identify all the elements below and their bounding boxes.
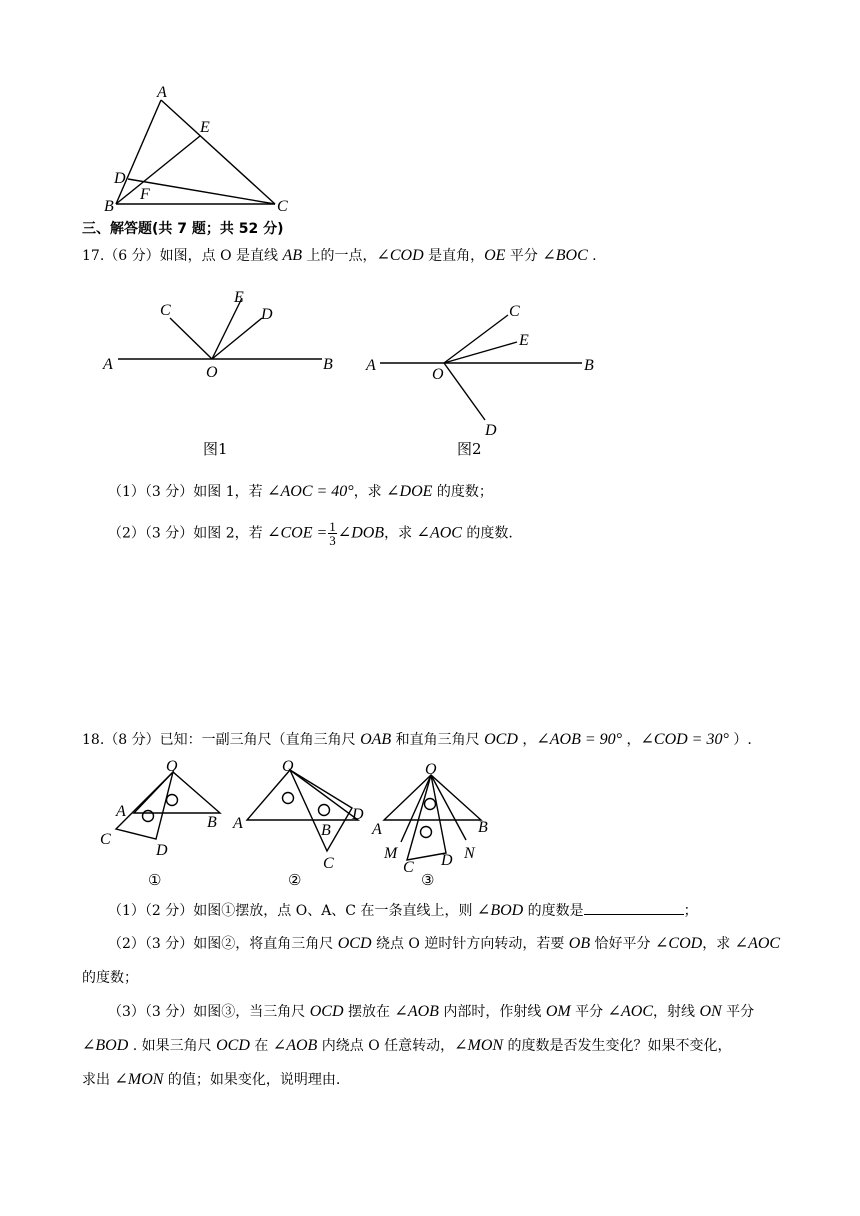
fraction-one-third: $\frac{1}{3}$ <box>329 519 336 548</box>
label-D: D <box>114 170 126 187</box>
svg-text:B: B <box>323 356 333 373</box>
q18-caption-3: ③ <box>421 871 435 889</box>
svg-text:C: C <box>100 831 111 848</box>
label-B: B <box>104 198 114 215</box>
q18-figure-3 <box>368 758 503 876</box>
q18-caption-1: ① <box>148 871 162 889</box>
q18-part3-line2: ∠BOD . 如果三角尺 OCD 在 ∠AOB 内绕点 O 任意转动，∠MON 的度数是否发生变化？如果不变化， <box>82 1037 732 1054</box>
answer-blank[interactable] <box>584 900 684 915</box>
svg-text:B: B <box>321 822 331 839</box>
svg-text:A: A <box>233 815 243 832</box>
q18-part2-line2: 的度数； <box>82 970 138 986</box>
q18-figure-1 <box>98 758 233 858</box>
q17-intro: 17.（6 分）如图，点 O 是直线 AB 上的一点，∠COD 是直角，OE 平分 ∠BOC . <box>82 247 597 264</box>
svg-text:O: O <box>282 758 294 775</box>
svg-text:D: D <box>261 306 273 323</box>
q18-part3-line3: 求出 ∠MON 的值；如果变化，说明理由. <box>82 1071 341 1088</box>
svg-text:C: C <box>509 303 520 320</box>
q18-part3-line1: （3）（3 分）如图③，当三角尺 OCD 摆放在 ∠AOB 内部时，作射线 OM 平分 ∠AOC，射线 ON 平分 <box>108 1003 755 1020</box>
svg-text:A: A <box>103 356 113 373</box>
svg-text:A: A <box>366 357 376 374</box>
q17-fig2-caption: 图2 <box>457 440 482 458</box>
q17-figure-2 <box>360 290 610 440</box>
label-F: F <box>140 186 150 203</box>
svg-text:O: O <box>206 364 218 381</box>
label-A: A <box>157 84 167 101</box>
q18-figure-2 <box>230 758 370 873</box>
svg-text:D: D <box>441 852 453 869</box>
q18-caption-2: ② <box>288 871 302 889</box>
svg-text:E: E <box>234 289 244 306</box>
svg-text:M: M <box>384 845 398 862</box>
triangle-figure <box>100 80 300 215</box>
label-C: C <box>277 198 288 215</box>
svg-text:C: C <box>160 302 171 319</box>
q18-part2-line1: （2）（3 分）如图②，将直角三角尺 OCD 绕点 O 逆时针方向转动，若要 OB 恰好平分 ∠COD，求 ∠AOC <box>108 935 781 952</box>
section-header: 三、解答题(共 7 题；共 52 分) <box>82 221 284 237</box>
svg-text:O: O <box>166 758 178 775</box>
svg-text:D: D <box>156 842 168 859</box>
svg-text:B: B <box>478 819 488 836</box>
svg-text:A: A <box>372 821 382 838</box>
q17-fig1-caption: 图1 <box>203 440 228 458</box>
q17-part1: （1）（3 分）如图 1，若 ∠AOC = 40°，求 ∠DOE 的度数； <box>108 483 493 500</box>
svg-text:N: N <box>464 845 475 862</box>
svg-text:D: D <box>352 806 364 823</box>
q18-intro: 18.（8 分）已知：一副三角尺（直角三角尺 OAB 和直角三角尺 OCD ，∠AOB = 90° ，∠COD = 30° ）. <box>82 731 752 748</box>
svg-text:D: D <box>485 422 497 439</box>
svg-text:O: O <box>425 761 437 778</box>
svg-text:B: B <box>584 357 594 374</box>
svg-text:B: B <box>207 814 217 831</box>
svg-text:C: C <box>403 859 414 876</box>
svg-text:O: O <box>432 366 444 383</box>
svg-text:E: E <box>519 332 529 349</box>
label-E: E <box>200 119 210 136</box>
q18-part1: （1）（2 分）如图①摆放，点 O、A、C 在一条直线上，则 ∠BOD 的度数是 ； <box>108 902 698 919</box>
svg-text:C: C <box>323 855 334 872</box>
q17-figure-1 <box>100 285 350 385</box>
svg-text:A: A <box>116 803 126 820</box>
q17-part2: （2）（3 分）如图 2，若 ∠COE = $\frac{1}{3}$ ∠DOB，求 ∠AOC 的度数. <box>108 519 513 548</box>
